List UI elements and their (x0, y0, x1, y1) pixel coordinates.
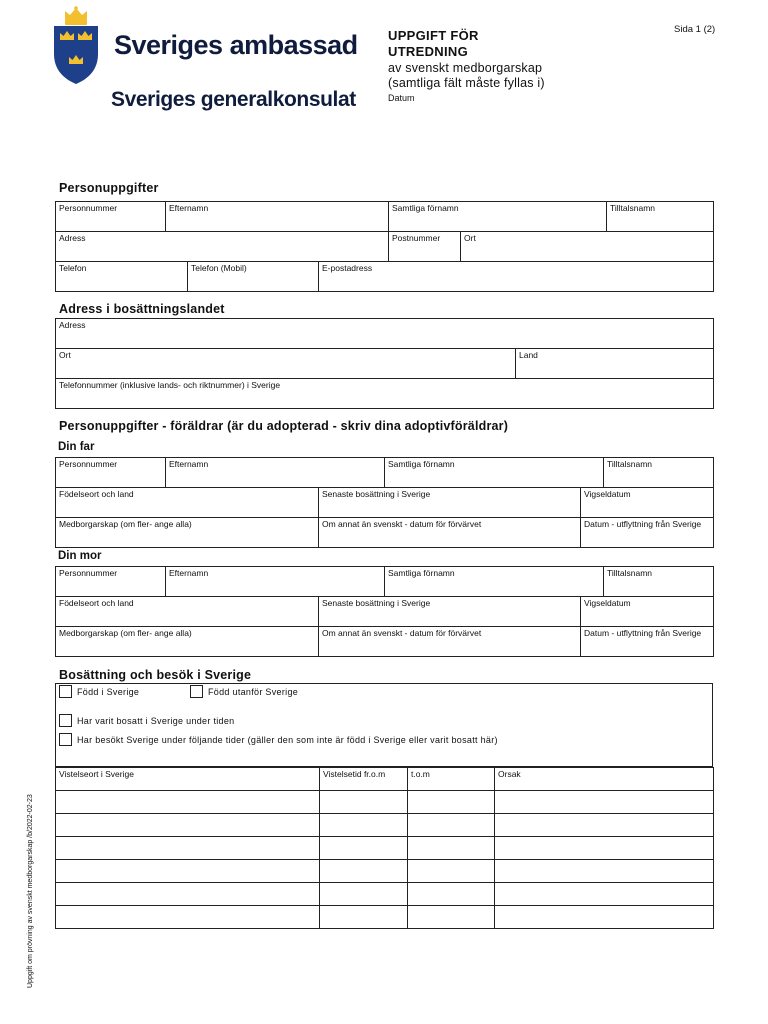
table-row (56, 906, 714, 929)
field-efternamn[interactable]: Efternamn (166, 202, 389, 232)
field-far-om-annat[interactable]: Om annat än svenskt - datum för förvärvet (319, 518, 581, 548)
table-cell[interactable] (408, 883, 495, 906)
org-name-generalkonsulat: Sveriges generalkonsulat (111, 88, 356, 111)
field-personnummer[interactable]: Personnummer (56, 202, 166, 232)
table-row (56, 837, 714, 860)
field-mor-personnummer[interactable]: Personnummer (56, 567, 166, 597)
option-har-varit-bosatt[interactable] (59, 714, 234, 727)
field-mor-fornamn[interactable]: Samtliga förnamn (385, 567, 604, 597)
field-far-efternamn[interactable]: Efternamn (166, 458, 385, 488)
table-cell[interactable] (495, 791, 714, 814)
table-cell[interactable] (408, 837, 495, 860)
option-fodd-i-sverige[interactable] (59, 685, 139, 698)
table-cell[interactable] (495, 814, 714, 837)
option-fodd-utanfor-sverige[interactable] (190, 685, 298, 698)
table-cell[interactable] (408, 814, 495, 837)
document-subtitle: av svenskt medborgarskap (samtliga fält måste fyllas i) (388, 61, 545, 90)
subsection-din-far: Din far (58, 441, 95, 453)
field-epost[interactable]: E-postadress (319, 262, 714, 292)
field-tilltalsnamn[interactable]: Tilltalsnamn (607, 202, 714, 232)
table-row (56, 791, 714, 814)
field-bosattning-land[interactable]: Land (516, 349, 714, 379)
table-cell[interactable] (320, 860, 408, 883)
table-row (56, 814, 714, 837)
field-mor-om-annat[interactable]: Om annat än svenskt - datum för förvärvet (319, 627, 581, 657)
document-title: UPPGIFT FÖR UTREDNING (388, 28, 479, 59)
option-label: Har varit bosatt i Sverige under tiden (77, 715, 235, 726)
checkbox[interactable] (59, 733, 72, 746)
section-title-foraldrar: Personuppgifter - föräldrar (är du adopterad - skriv dina adoptivföräldrar) (59, 419, 509, 433)
field-far-fodelseort[interactable]: Födelseort och land (56, 488, 319, 518)
field-telefon-mobil[interactable]: Telefon (Mobil) (188, 262, 319, 292)
residence-address-table (55, 318, 714, 409)
field-fornamn[interactable]: Samtliga förnamn (389, 202, 607, 232)
checkbox[interactable] (59, 685, 72, 698)
table-row (56, 860, 714, 883)
table-cell[interactable] (56, 860, 320, 883)
field-far-tilltalsnamn[interactable]: Tilltalsnamn (604, 458, 714, 488)
org-name-ambassad: Sveriges ambassad (114, 30, 358, 60)
field-far-utflyttning[interactable]: Datum - utflyttning från Sverige (581, 518, 714, 548)
field-far-senaste-bosattning[interactable]: Senaste bosättning i Sverige (319, 488, 581, 518)
field-mor-fodelseort[interactable]: Födelseort och land (56, 597, 319, 627)
table-cell[interactable] (56, 814, 320, 837)
field-bosattning-ort[interactable]: Ort (56, 349, 516, 379)
table-cell[interactable] (408, 791, 495, 814)
table-cell[interactable] (495, 883, 714, 906)
table-cell[interactable] (320, 883, 408, 906)
section-title-adress-bosattningslandet: Adress i bosättningslandet (59, 302, 225, 316)
table-cell[interactable] (320, 814, 408, 837)
field-mor-medborgarskap[interactable]: Medborgarskap (om fler- ange alla) (56, 627, 319, 657)
sweden-coat-of-arms-logo (48, 6, 104, 86)
visits-table (55, 767, 714, 929)
field-telefon-sverige[interactable]: Telefonnummer (inklusive lands- och riktnummer) i Sverige (56, 379, 714, 409)
field-bosattning-adress[interactable]: Adress (56, 319, 714, 349)
mother-info-table (55, 566, 714, 657)
field-mor-utflyttning[interactable]: Datum - utflyttning från Sverige (581, 627, 714, 657)
table-cell[interactable] (56, 791, 320, 814)
field-far-vigseldatum[interactable]: Vigseldatum (581, 488, 714, 518)
father-info-table (55, 457, 714, 548)
table-cell[interactable] (408, 860, 495, 883)
checkbox[interactable] (190, 685, 203, 698)
field-adress[interactable]: Adress (56, 232, 389, 262)
date-label: Datum (388, 93, 415, 103)
section-title-bosattning-besok: Bosättning och besök i Sverige (59, 668, 252, 682)
column-header-till: t.o.m (408, 768, 495, 791)
table-cell[interactable] (495, 906, 714, 929)
column-header-orsak: Orsak (495, 768, 714, 791)
checkbox[interactable] (59, 714, 72, 727)
option-label: Född i Sverige (77, 686, 140, 697)
field-mor-tilltalsnamn[interactable]: Tilltalsnamn (604, 567, 714, 597)
page-number: Sida 1 (2) (674, 24, 716, 35)
section-title-personuppgifter: Personuppgifter (59, 181, 159, 195)
field-ort[interactable]: Ort (461, 232, 714, 262)
field-mor-senaste-bosattning[interactable]: Senaste bosättning i Sverige (319, 597, 581, 627)
table-row (56, 883, 714, 906)
field-far-fornamn[interactable]: Samtliga förnamn (385, 458, 604, 488)
table-cell[interactable] (495, 860, 714, 883)
form-code-footer: Uppgift om prövning av svenskt medborgarskap /b/2022-02-23 (27, 794, 34, 988)
field-postnummer[interactable]: Postnummer (389, 232, 461, 262)
table-cell[interactable] (320, 837, 408, 860)
option-label: Har besökt Sverige under följande tider (gäller den som inte är född i Sverige eller varit bosatt här) (77, 734, 498, 745)
table-cell[interactable] (320, 791, 408, 814)
field-mor-vigseldatum[interactable]: Vigseldatum (581, 597, 714, 627)
field-mor-efternamn[interactable]: Efternamn (166, 567, 385, 597)
option-label: Född utanför Sverige (208, 686, 299, 697)
table-cell[interactable] (56, 883, 320, 906)
table-cell[interactable] (320, 906, 408, 929)
table-cell[interactable] (408, 906, 495, 929)
subsection-din-mor: Din mor (58, 550, 102, 562)
column-header-fran: Vistelsetid fr.o.m (320, 768, 408, 791)
personal-info-table (55, 201, 714, 292)
column-header-vistelseort: Vistelseort i Sverige (56, 768, 320, 791)
table-cell[interactable] (56, 906, 320, 929)
field-far-personnummer[interactable]: Personnummer (56, 458, 166, 488)
option-har-besokt[interactable] (59, 733, 498, 746)
table-cell[interactable] (56, 837, 320, 860)
table-cell[interactable] (495, 837, 714, 860)
field-telefon[interactable]: Telefon (56, 262, 188, 292)
field-far-medborgarskap[interactable]: Medborgarskap (om fler- ange alla) (56, 518, 319, 548)
